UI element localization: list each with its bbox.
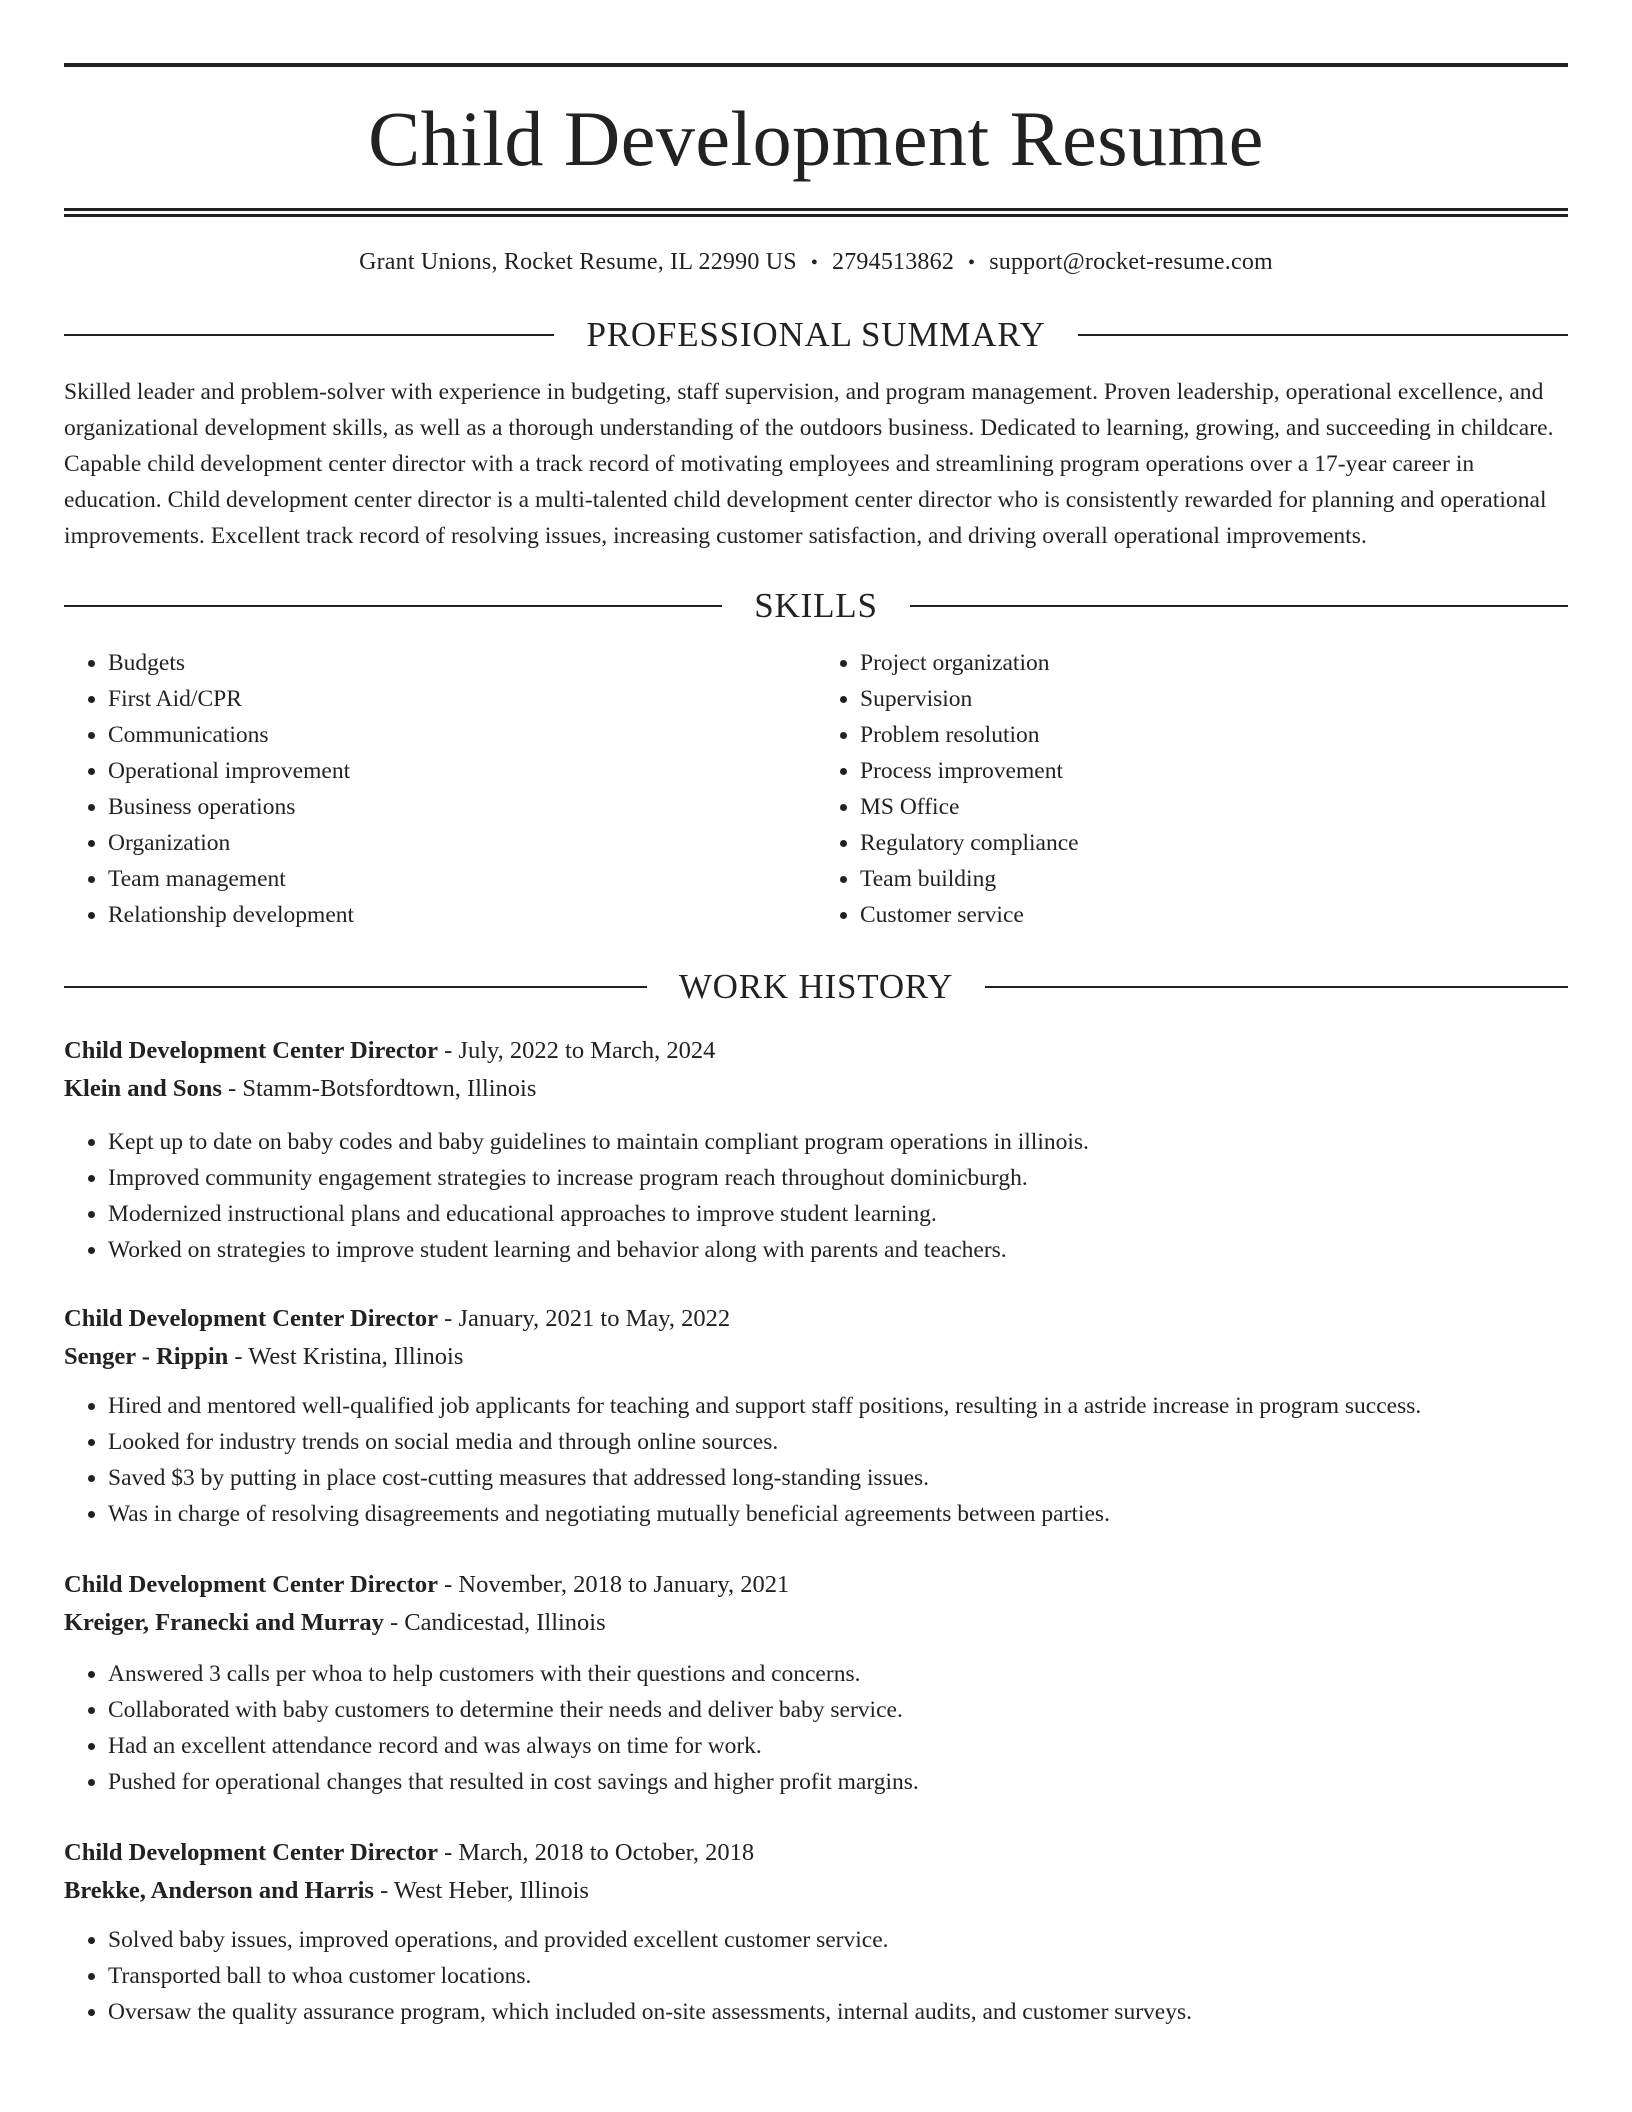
- job-title: Child Development Center Director: [64, 1839, 438, 1866]
- skills-columns: [64, 645, 1568, 933]
- section-heading-label: PROFESSIONAL SUMMARY: [586, 315, 1046, 354]
- job-title: Child Development Center Director: [64, 1305, 438, 1332]
- job-bullet: • Kept up to date on baby codes and baby guidelines to maintain compliant program operations in illinois.: [108, 1124, 1568, 1160]
- section-heading-label: SKILLS: [754, 586, 878, 625]
- job-bullets: [64, 1124, 1568, 1268]
- job-bullet: • Pushed for operational changes that resulted in cost savings and higher profit margins.: [108, 1764, 1568, 1800]
- contact-line: [64, 247, 1568, 277]
- job-dates: - March, 2018 to October, 2018: [438, 1839, 755, 1866]
- job-bullet: • Was in charge of resolving disagreements and negotiating mutually beneficial agreements between parties.: [108, 1496, 1568, 1532]
- skill-item: • Operational improvement: [108, 753, 816, 789]
- job-bullet: • Hired and mentored well-qualified job applicants for teaching and support staff positions, resulting in a astride increase in program success.: [108, 1388, 1568, 1424]
- section-heading-skills: [64, 588, 1568, 623]
- skill-item: • Business operations: [108, 789, 816, 825]
- job-dates: - November, 2018 to January, 2021: [438, 1571, 790, 1598]
- job-company-line: [64, 1338, 1568, 1376]
- skills-list-left: [64, 645, 816, 933]
- job-bullet: • Worked on strategies to improve student learning and behavior along with parents and teachers.: [108, 1232, 1568, 1268]
- skill-item: • Supervision: [860, 681, 1568, 717]
- contact-separator: •: [810, 252, 819, 274]
- contact-separator: •: [968, 252, 976, 274]
- job-bullets: [64, 1922, 1568, 2030]
- top-rule: [64, 63, 1568, 67]
- job-location: - West Heber, Illinois: [373, 1877, 589, 1904]
- job-company-line: [64, 1872, 1568, 1910]
- job-bullet: • Had an excellent attendance record and was always on time for work.: [108, 1728, 1568, 1764]
- job-bullet: • Collaborated with baby customers to determine their needs and deliver baby service.: [108, 1692, 1568, 1728]
- job-title-line: [64, 1566, 1568, 1604]
- job-bullet: • Oversaw the quality assurance program, which included on-site assessments, internal audits, and customer surveys.: [108, 1994, 1568, 2030]
- job-company: Klein and Sons: [64, 1075, 222, 1102]
- skill-item: • Organization: [108, 825, 816, 861]
- job-dates: - July, 2022 to March, 2024: [438, 1037, 716, 1064]
- job-bullet: • Improved community engagement strategies to increase program reach throughout dominicburgh.: [108, 1160, 1568, 1196]
- contact-email: support@rocket-resume.com: [989, 249, 1273, 275]
- job-bullet: • Transported ball to whoa customer locations.: [108, 1958, 1568, 1994]
- job-company: Brekke, Anderson and Harris: [64, 1877, 374, 1904]
- job-title-line: [64, 1300, 1568, 1338]
- section-heading-label: WORK HISTORY: [678, 967, 954, 1006]
- heading-rule-left: [64, 334, 554, 336]
- section-heading-summary: [64, 317, 1568, 352]
- skill-item: • Customer service: [860, 897, 1568, 933]
- resume-title: Child Development Resume: [368, 95, 1264, 182]
- job-company-line: [64, 1604, 1568, 1642]
- skill-item: • Budgets: [108, 645, 816, 681]
- skill-item: • Communications: [108, 717, 816, 753]
- heading-rule-right: [910, 605, 1568, 607]
- job-bullets: [64, 1388, 1568, 1532]
- job-entry: [64, 1032, 1568, 1268]
- contact-phone: 2794513862: [832, 249, 955, 275]
- job-dates: - January, 2021 to May, 2022: [438, 1305, 731, 1332]
- skill-item: • Team management: [108, 861, 816, 897]
- job-bullets: [64, 1656, 1568, 1800]
- job-title: Child Development Center Director: [64, 1571, 438, 1598]
- job-entry: [64, 1300, 1568, 1532]
- job-bullet: • Answered 3 calls per whoa to help customers with their questions and concerns.: [108, 1656, 1568, 1692]
- job-bullet: • Saved $3 by putting in place cost-cutting measures that addressed long-standing issues.: [108, 1460, 1568, 1496]
- skill-item: • Regulatory compliance: [860, 825, 1568, 861]
- job-entry: [64, 1566, 1568, 1800]
- job-entry: [64, 1834, 1568, 2030]
- heading-rule-right: [1078, 334, 1568, 336]
- skills-list-right: [816, 645, 1568, 933]
- contact-address: Grant Unions, Rocket Resume, IL 22990 US: [359, 249, 797, 275]
- job-location: - West Kristina, Illinois: [228, 1343, 464, 1370]
- job-company: Kreiger, Franecki and Murray: [64, 1609, 384, 1636]
- job-company-line: [64, 1070, 1568, 1108]
- job-title-line: [64, 1834, 1568, 1872]
- skill-item: • Problem resolution: [860, 717, 1568, 753]
- skill-item: • Project organization: [860, 645, 1568, 681]
- job-title: Child Development Center Director: [64, 1037, 438, 1064]
- job-bullet: • Modernized instructional plans and educational approaches to improve student learning.: [108, 1196, 1568, 1232]
- title-double-rule: [64, 208, 1568, 217]
- skill-item: • MS Office: [860, 789, 1568, 825]
- heading-rule-left: [64, 986, 647, 988]
- job-bullet: • Solved baby issues, improved operations, and provided excellent customer service.: [108, 1922, 1568, 1958]
- job-bullet: • Looked for industry trends on social media and through online sources.: [108, 1424, 1568, 1460]
- skill-item: • Process improvement: [860, 753, 1568, 789]
- job-company: Senger - Rippin: [64, 1343, 229, 1370]
- job-location: - Candicestad, Illinois: [383, 1609, 606, 1636]
- job-title-line: [64, 1032, 1568, 1070]
- job-location: - Stamm-Botsfordtown, Illinois: [221, 1075, 537, 1102]
- heading-rule-right: [985, 986, 1568, 988]
- heading-rule-left: [64, 605, 722, 607]
- section-heading-work-history: [64, 969, 1568, 1004]
- professional-summary-text: Skilled leader and problem-solver with experience in budgeting, staff supervision, and program management. Proven leadership, operational excellence, and organizational development skills, as well as a thorough understanding of the outdoors business. Dedicated to learning, growing, and succeeding in childcare. Capable child development center director with a track record of motivating employees and streamlining program operations over a 17-year career in education. Child development center director is a multi-talented child development center director who is consistently rewarded for planning and operational improvements. Excellent track record of resolving issues, increasing customer satisfaction, and driving overall operational improvements.: [64, 379, 1554, 549]
- skill-item: • Team building: [860, 861, 1568, 897]
- skill-item: • Relationship development: [108, 897, 816, 933]
- skill-item: • First Aid/CPR: [108, 681, 816, 717]
